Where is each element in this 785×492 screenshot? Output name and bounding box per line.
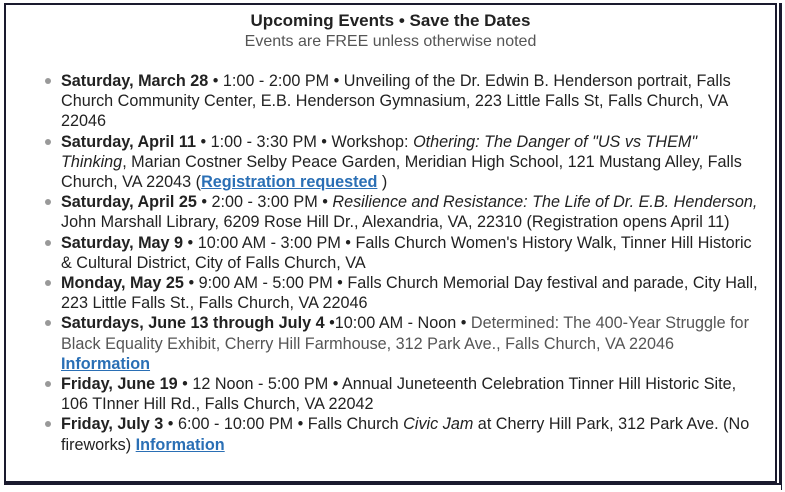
page-subtitle: Events are FREE unless otherwise noted [244, 33, 537, 50]
event-prefix: Workshop: [331, 132, 414, 151]
event-time: 12 Noon - 5:00 PM [192, 375, 329, 394]
separator: • [177, 375, 193, 394]
event-date: Saturday, May 9 [61, 233, 184, 252]
event-description: at Cherry Hill Park, 312 Park Ave. (No fireworks) [61, 415, 750, 454]
panel-border [779, 3, 782, 490]
event-prefix: Falls Church [307, 415, 404, 434]
event-time: 9:00 AM - 5:00 PM [198, 274, 333, 293]
event-title: Othering: The Danger of "US vs THEM" Thinking [61, 132, 698, 171]
events-panel [4, 3, 777, 483]
separator: • [183, 274, 199, 293]
event-description: Unveiling of the Dr. Edwin B. Henderson portrait, Falls Church Community Center, E.B. Henderson Gymnasium, 223 Little Falls St, Falls Church, VA 22046 [61, 72, 731, 131]
event-date: Friday, June 19 [61, 375, 178, 394]
event-date: Friday, July 3 [61, 415, 164, 434]
separator: • [183, 233, 198, 252]
page-title: Upcoming Events • Save the Dates [250, 11, 531, 30]
event-date: Saturday, April 11 [61, 132, 196, 151]
list-item [61, 414, 761, 454]
event-date: Saturday, March 28 [61, 72, 209, 90]
separator: • [329, 72, 344, 90]
panel-bottom-border [4, 483, 781, 492]
event-location: , Cherry Hill Farmhouse, 312 Park Ave., Falls Church, VA 22046 [215, 334, 675, 353]
list-item [61, 233, 761, 273]
event-description: , Marian Costner Selby Peace Garden, Meridian High School, 121 Mustang Alley, Falls Church, VA 22043 ( [61, 152, 742, 192]
separator: • [195, 132, 211, 151]
event-time: 10:00 AM - Noon [334, 314, 457, 333]
list-item [61, 374, 761, 414]
event-date: Saturday, April 25 [61, 193, 197, 212]
separator: • [196, 193, 212, 212]
list-item [61, 71, 761, 132]
list-item [61, 273, 761, 313]
list-item [61, 313, 761, 374]
separator: • [316, 132, 332, 151]
separator: • [163, 415, 178, 434]
information-link[interactable]: Information [61, 354, 151, 373]
event-date: Monday, May 25 [61, 274, 184, 293]
events-list [6, 71, 761, 455]
event-time: 10:00 AM - 3:00 PM [197, 233, 341, 252]
separator: • [208, 72, 223, 90]
separator: • [328, 375, 342, 394]
event-time: 1:00 - 2:00 PM [222, 72, 330, 90]
event-date: Saturdays, June 13 through July 4 [61, 314, 325, 333]
event-time: 1:00 - 3:30 PM [210, 132, 317, 151]
separator: • [317, 193, 333, 212]
event-time: 6:00 - 10:00 PM [177, 415, 294, 434]
event-description: Determined: The 400-Year Struggle for Black Equality Exhibit [61, 314, 749, 353]
separator: • [456, 314, 471, 333]
separator: • [293, 415, 308, 434]
event-title: Civic Jam [403, 415, 474, 434]
event-title: Resilience and Resistance: The Life of Dr. E.B. Henderson, [332, 193, 758, 212]
event-description: John Marshall Library, 6209 Rose Hill Dr., Alexandria, VA, 22310 (Registration opens April 11) [61, 213, 730, 232]
event-suffix: ) [377, 173, 388, 192]
list-item [61, 192, 761, 232]
separator: • [340, 233, 356, 252]
event-time: 2:00 - 3:00 PM [211, 193, 318, 212]
registration-link[interactable]: Registration requested [201, 173, 378, 192]
separator: • [324, 314, 335, 333]
information-link[interactable]: Information [135, 435, 225, 454]
event-description: Falls Church Memorial Day festival and parade, City Hall, 223 Little Falls St., Falls Church, VA 22046 [61, 274, 758, 313]
event-description: Falls Church Women's History Walk, Tinner Hill Historic & Cultural District, City of Falls Church, VA [61, 233, 752, 272]
separator: • [332, 274, 348, 293]
event-description: Annual Juneteenth Celebration Tinner Hill Historic Site, 106 TInner Hill Rd., Falls Church, VA 22042 [61, 375, 737, 414]
list-item [61, 132, 761, 193]
